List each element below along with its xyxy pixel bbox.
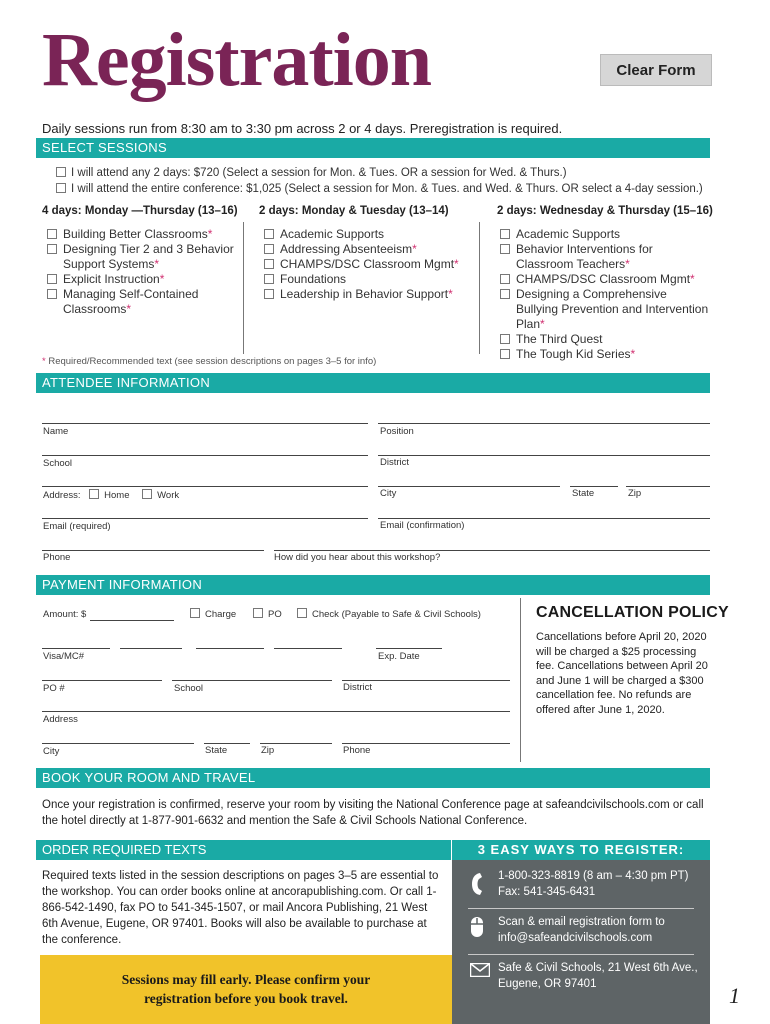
session-label: CHAMPS/DSC Classroom Mgmt — [516, 272, 691, 286]
session-item[interactable] — [264, 242, 474, 257]
session-item[interactable] — [264, 227, 474, 242]
pay-zip-field[interactable] — [260, 743, 332, 744]
check-option[interactable] — [297, 608, 481, 620]
email-required-label: Email (required) — [43, 521, 111, 532]
session-label: Designing a Comprehensive Bullying Prevention and Intervention Plan — [516, 287, 709, 331]
po-number-field[interactable] — [42, 680, 162, 681]
session-checkbox[interactable] — [500, 244, 510, 254]
school-field[interactable] — [42, 455, 368, 456]
session-label: Academic Supports — [280, 227, 385, 241]
pay-district-label: District — [343, 682, 373, 693]
col-wedthu-heading: 2 days: Wednesday & Thursday (15–16) — [497, 205, 713, 217]
col-montue-heading: 2 days: Monday & Tuesday (13–14) — [259, 205, 449, 217]
required-star: * — [625, 257, 630, 271]
phone-label: Phone — [43, 552, 71, 563]
pay-school-field[interactable] — [172, 680, 332, 681]
ways-panel — [452, 860, 710, 1024]
pay-state-field[interactable] — [204, 743, 250, 744]
email-line: Scan & email registration form to — [498, 916, 665, 928]
attend-2-days-checkbox[interactable] — [56, 167, 66, 177]
cancellation-body: Cancellations before April 20, 2020 will be charged a $25 processing fee. Cancellations between April 20 and June 1 will be charged a $300 cancellation fee. No refunds are offered after June 1, 2020. — [536, 631, 708, 716]
address-label — [43, 489, 179, 501]
school-label: School — [43, 458, 73, 469]
session-checkbox[interactable] — [500, 274, 510, 284]
check-checkbox[interactable] — [297, 608, 307, 618]
required-star: * — [154, 257, 160, 271]
exp-date-label: Exp. Date — [378, 651, 420, 662]
session-item[interactable] — [264, 257, 474, 272]
home-label: Home — [104, 490, 130, 501]
mail-city: Eugene, OR 97401 — [498, 978, 597, 990]
session-label: Foundations — [280, 272, 347, 286]
session-checkbox[interactable] — [264, 289, 274, 299]
city-label: City — [380, 488, 397, 499]
session-list-montue — [264, 227, 474, 302]
footnote — [42, 356, 376, 367]
session-label: Managing Self-Contained Classrooms — [63, 287, 199, 316]
select-sessions-bar: SELECT SESSIONS — [36, 138, 710, 158]
position-label: Position — [380, 426, 414, 437]
po-label: PO — [268, 609, 282, 620]
notice-text — [40, 970, 452, 1008]
col-4day-heading: 4 days: Monday —Thursday (13–16) — [42, 205, 238, 217]
visa-field-3[interactable] — [196, 648, 264, 649]
payment-divider — [520, 598, 521, 762]
session-checkbox[interactable] — [264, 244, 274, 254]
session-item[interactable] — [47, 227, 237, 242]
amount-label: Amount: $ — [43, 609, 87, 620]
required-star: * — [690, 272, 695, 286]
district-label: District — [380, 457, 410, 468]
session-list-4day — [47, 227, 237, 317]
pay-city-field[interactable] — [42, 743, 194, 744]
state-label: State — [572, 488, 595, 499]
zip-field[interactable] — [626, 486, 710, 487]
pay-phone-label: Phone — [343, 745, 371, 756]
visa-field-4[interactable] — [274, 648, 342, 649]
visa-field-2[interactable] — [120, 648, 182, 649]
session-label: Designing Tier 2 and 3 Behavior Support Systems — [63, 242, 234, 271]
notice-line-1: Sessions may fill early. Please confirm your — [121, 972, 371, 987]
required-star: * — [126, 302, 132, 316]
pay-state-label: State — [205, 745, 228, 756]
district-field[interactable] — [378, 455, 710, 456]
session-label: Building Better Classrooms — [63, 227, 208, 241]
visa-field-1[interactable] — [42, 648, 110, 649]
work-checkbox[interactable] — [142, 489, 152, 499]
home-checkbox[interactable] — [89, 489, 99, 499]
payment-info-bar: PAYMENT INFORMATION — [36, 575, 710, 595]
order-texts-body: Required texts listed in the session descriptions on pages 3–5 are essential to the workshop. You can order books online at ancorapublishing.com. Or call 1-866-542-1490, fax PO to 541-345-1507, or mail Ancora Publishing, 21 West 6th Avenue, Eugene, OR 97401. Books will also be available to purchase at the conference. — [42, 870, 439, 946]
page-title: Registration — [42, 18, 432, 102]
ways-bar: 3 EASY WAYS TO REGISTER: — [452, 840, 710, 860]
charge-option[interactable] — [190, 608, 236, 620]
address-text: Address: — [43, 490, 81, 501]
session-label: Behavior Interventions for Classroom Teachers — [516, 242, 653, 271]
session-item[interactable] — [500, 332, 712, 347]
name-field[interactable] — [42, 423, 368, 424]
session-checkbox[interactable] — [500, 349, 510, 359]
session-item[interactable] — [500, 347, 712, 362]
name-label: Name — [43, 426, 69, 437]
phone-line: 1-800-323-8819 (8 am – 4:30 pm PT) — [498, 870, 689, 882]
envelope-icon — [470, 962, 490, 980]
po-checkbox[interactable] — [253, 608, 263, 618]
pay-zip-label: Zip — [261, 745, 275, 756]
po-option[interactable] — [253, 608, 282, 620]
session-checkbox[interactable] — [264, 274, 274, 284]
required-star: * — [630, 347, 636, 361]
session-label: Academic Supports — [516, 227, 621, 241]
session-item[interactable] — [500, 272, 712, 287]
session-list-wedthu — [500, 227, 712, 362]
amount-field[interactable] — [90, 620, 174, 621]
address-field[interactable] — [42, 486, 368, 487]
session-label: Leadership in Behavior Support — [280, 287, 449, 301]
session-checkbox[interactable] — [47, 274, 57, 284]
session-item[interactable] — [264, 272, 474, 287]
order-texts-bar: ORDER REQUIRED TEXTS — [36, 840, 451, 860]
exp-date-field[interactable] — [376, 648, 442, 649]
page-number: 1 — [729, 983, 740, 1008]
session-checkbox[interactable] — [47, 244, 57, 254]
state-field[interactable] — [570, 486, 618, 487]
notice-line-2: registration before you book travel. — [144, 991, 348, 1006]
email-address[interactable]: info@safeandcivilschools.com — [498, 932, 653, 944]
work-label: Work — [157, 490, 180, 501]
fax-line: Fax: 541-345-6431 — [498, 886, 596, 898]
pay-address-label: Address — [43, 714, 78, 725]
attend-full-checkbox[interactable] — [56, 183, 66, 193]
po-number-label: PO # — [43, 683, 65, 694]
required-star: * — [454, 257, 459, 271]
session-item[interactable] — [264, 287, 474, 302]
attend-full-label: I will attend the entire conference: $1,025 (Select a session for Mon. & Tues. and Wed. & Thurs. OR select a 4-day session.) — [71, 183, 703, 195]
session-item[interactable] — [500, 242, 712, 272]
charge-checkbox[interactable] — [190, 608, 200, 618]
zip-label: Zip — [628, 488, 642, 499]
session-label: The Third Quest — [516, 332, 603, 346]
pay-district-field[interactable] — [342, 680, 510, 681]
attendee-info-bar: ATTENDEE INFORMATION — [36, 373, 710, 393]
session-label: The Tough Kid Series — [516, 347, 631, 361]
footnote-text: Required/Recommended text (see session descriptions on pages 3–5 for info) — [45, 356, 377, 367]
session-item[interactable] — [500, 227, 712, 242]
session-checkbox[interactable] — [264, 229, 274, 239]
session-label: Explicit Instruction — [63, 272, 160, 286]
check-label: Check (Payable to Safe & Civil Schools) — [312, 609, 481, 620]
footnote-star: * — [42, 356, 46, 367]
session-item[interactable] — [47, 272, 237, 287]
session-label: CHAMPS/DSC Classroom Mgmt — [280, 257, 455, 271]
session-item[interactable] — [500, 287, 712, 332]
pay-phone-field[interactable] — [342, 743, 510, 744]
attend-2-days-option[interactable] — [56, 167, 567, 179]
email-confirm-label: Email (confirmation) — [380, 520, 465, 531]
required-star: * — [207, 227, 213, 241]
charge-label: Charge — [205, 609, 237, 620]
pay-address-field[interactable] — [42, 711, 510, 712]
required-star: * — [412, 242, 417, 256]
mouse-icon — [470, 916, 484, 941]
mail-line: Safe & Civil Schools, 21 West 6th Ave., — [498, 962, 698, 974]
required-star: * — [159, 272, 165, 286]
pay-city-label: City — [43, 746, 60, 757]
position-field[interactable] — [378, 423, 710, 424]
cancellation-title: CANCELLATION POLICY — [536, 604, 729, 621]
ways-divider — [468, 908, 694, 909]
session-checkbox[interactable] — [264, 259, 274, 269]
column-divider — [243, 222, 244, 354]
column-divider — [479, 222, 480, 354]
clear-form-button[interactable]: Clear Form — [600, 54, 712, 86]
email-confirm-field[interactable] — [378, 518, 710, 519]
how-heard-label: How did you hear about this workshop? — [274, 552, 441, 563]
session-item[interactable] — [47, 287, 237, 317]
session-checkbox[interactable] — [47, 229, 57, 239]
city-field[interactable] — [378, 486, 560, 487]
session-checkbox[interactable] — [47, 289, 57, 299]
attend-2-days-label: I will attend any 2 days: $720 (Select a session for Mon. & Tues. OR a session for Wed. & Thurs.) — [71, 167, 567, 179]
email-required-field[interactable] — [42, 518, 368, 519]
session-checkbox[interactable] — [500, 334, 510, 344]
required-star: * — [448, 287, 453, 301]
intro-text: Daily sessions run from 8:30 am to 3:30 pm across 2 or 4 days. Preregistration is required. — [42, 121, 563, 136]
book-room-text: Once your registration is confirmed, reserve your room by visiting the National Conference page at safeandcivilschools.com or call the hotel directly at 1-877-901-6632 and mention the Safe & Civil Schools National Conference. — [42, 799, 704, 827]
visa-label: Visa/MC# — [43, 651, 85, 662]
session-label: Addressing Absenteeism — [280, 242, 413, 256]
session-checkbox[interactable] — [500, 229, 510, 239]
book-room-bar: BOOK YOUR ROOM AND TRAVEL — [36, 768, 710, 788]
pay-school-label: School — [174, 683, 204, 694]
phone-field[interactable] — [42, 550, 264, 551]
required-star: * — [540, 317, 545, 331]
session-item[interactable] — [47, 242, 237, 272]
session-checkbox[interactable] — [500, 289, 510, 299]
attend-full-option[interactable] — [56, 183, 703, 195]
phone-icon — [470, 872, 484, 899]
ways-divider — [468, 954, 694, 955]
how-heard-field[interactable] — [274, 550, 710, 551]
